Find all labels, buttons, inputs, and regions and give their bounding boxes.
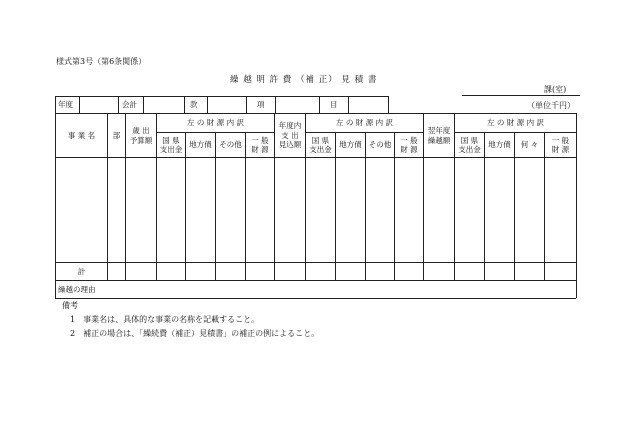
col-project-name: 事 業 名 — [67, 130, 96, 140]
header-divider — [143, 96, 144, 113]
department-label: 課(室) — [544, 85, 567, 94]
col-other-3: 何 々 — [520, 140, 539, 150]
header-divider — [184, 96, 185, 113]
header-divider — [319, 96, 320, 113]
col-general-1: 一 般 財 源 — [251, 135, 269, 154]
col-department: 部 — [112, 130, 121, 140]
note-item: 2 補正の場合は、「繰続費（補正）見積書」の補正の例によること。 — [70, 329, 320, 338]
col-budget: 歳 出 予算額 — [129, 126, 153, 145]
header-subitem: 目 — [330, 100, 338, 109]
col-expected: 年度内 支 出 見込額 — [278, 121, 302, 150]
header-divider — [388, 96, 389, 113]
reason-label: 繰越の理由 — [58, 285, 96, 294]
header-divider — [118, 96, 119, 113]
col-local-bond-2: 地方債 — [339, 140, 362, 150]
group-header-1: 左 の 財 源 内 訳 — [187, 118, 244, 128]
header-divider — [207, 96, 208, 113]
header-section: 款 — [190, 100, 198, 109]
reason-row-bottom — [55, 298, 576, 299]
col-general-2: 一 般 財 源 — [400, 135, 418, 154]
notes-heading: 備考 — [62, 301, 78, 310]
header-divider — [246, 96, 247, 113]
col-national-3: 国 県 支出金 — [458, 135, 481, 154]
department-underline — [462, 95, 580, 96]
form-title: 繰 越 明 許 費 （補 正） 見 積 書 — [230, 75, 378, 85]
header-row-top — [55, 96, 388, 97]
col-other-1: その他 — [219, 140, 242, 150]
col-local-bond-1: 地方債 — [189, 140, 212, 150]
col-carryover: 翌年度 繰越額 — [427, 126, 451, 145]
header-divider — [79, 96, 80, 113]
header-divider — [348, 96, 349, 113]
col-national-1: 国 県 支出金 — [159, 135, 183, 154]
header-divider — [275, 96, 276, 113]
table-right — [576, 113, 577, 298]
header-item: 項 — [257, 100, 265, 109]
form-number: 様式第3号（第6条関係） — [56, 57, 147, 66]
header-year: 年度 — [58, 100, 73, 109]
header-bottom-line — [55, 157, 576, 158]
group-header-2: 左 の 財 源 内 訳 — [336, 118, 393, 128]
col-national-2: 国 県 支出金 — [309, 135, 332, 154]
header-divider — [55, 96, 56, 113]
total-row-top — [55, 262, 576, 263]
total-label: 計 — [77, 266, 86, 276]
col-other-2: その他 — [368, 140, 392, 150]
header-account: 会計 — [122, 100, 137, 109]
col-local-bond-3: 地方債 — [488, 140, 511, 150]
total-row-bottom — [55, 280, 576, 281]
col-general-3: 一 般 財 源 — [551, 135, 570, 154]
group-header-3: 左 の 財 源 内 訳 — [487, 118, 544, 128]
unit-label: （単位千円） — [527, 101, 575, 110]
note-item: 1 事業名は、具体的な事業の名称を記載すること。 — [70, 315, 260, 324]
